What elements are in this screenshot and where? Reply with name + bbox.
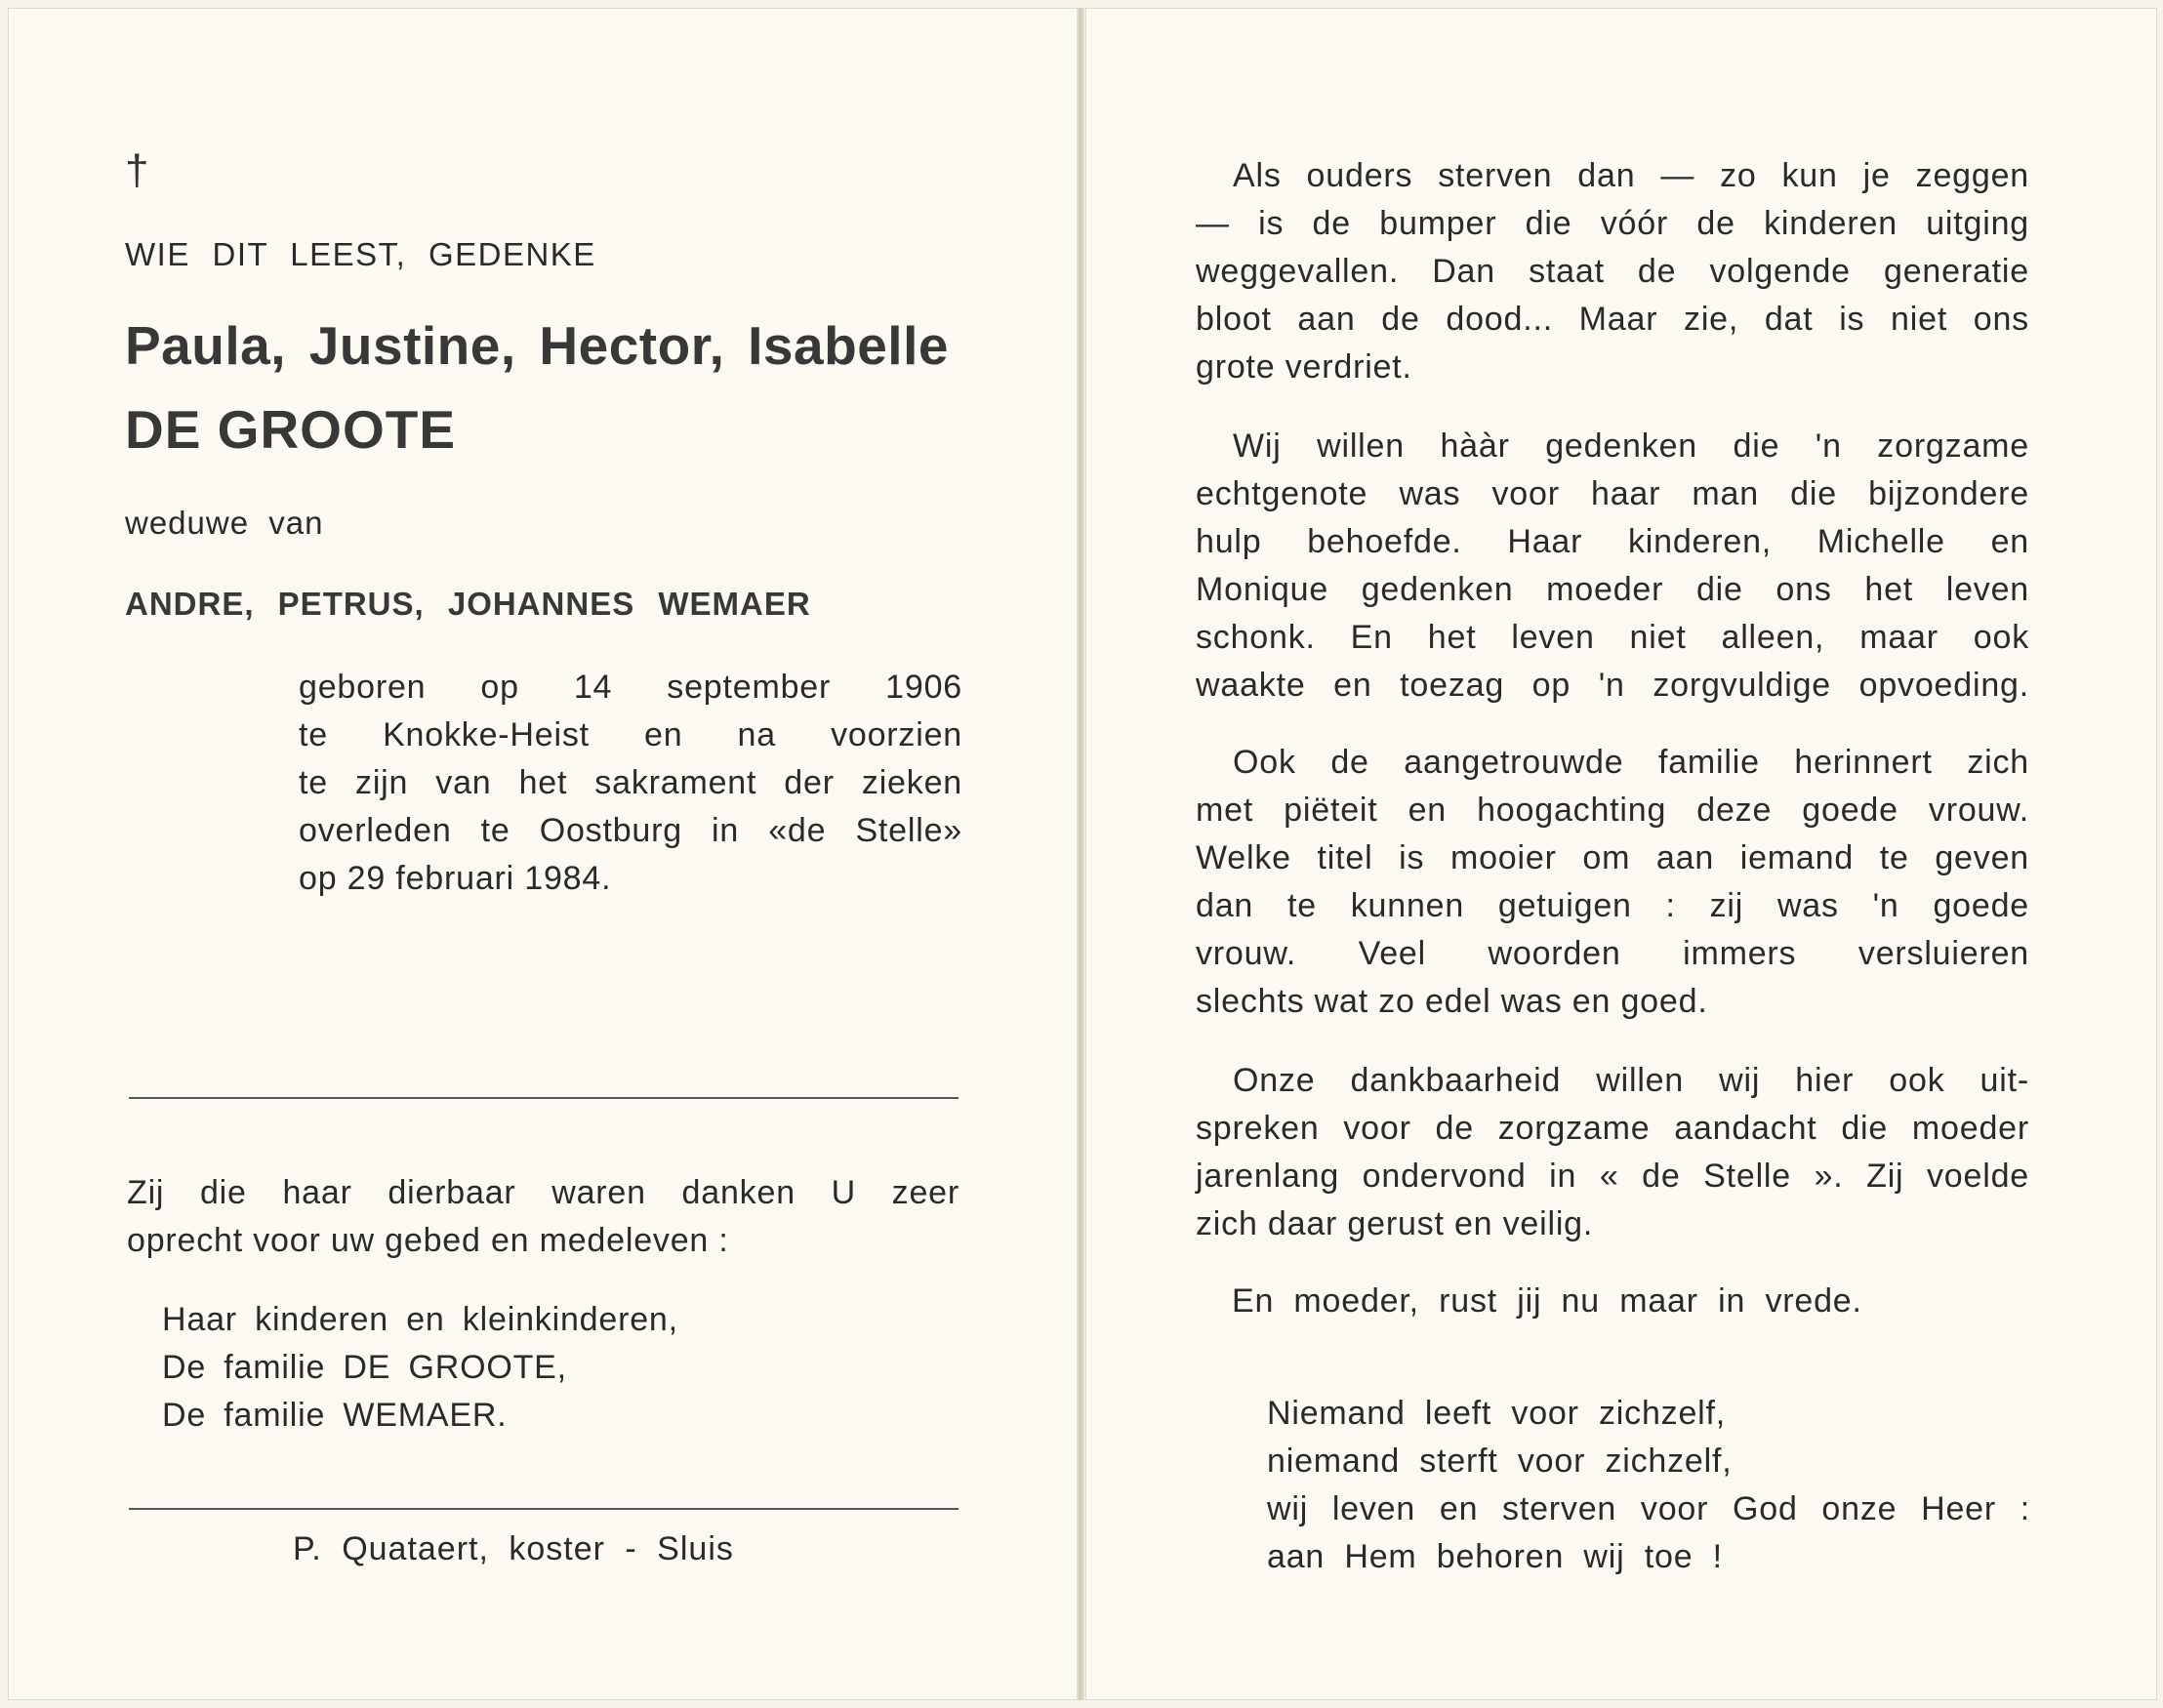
cross-symbol: †: [125, 146, 149, 194]
text-line: Welke titel is mooier om aan iemand te geven: [1196, 839, 2029, 876]
birth-line: te Knokke-Heist en na voorzien: [299, 716, 962, 753]
memorial-header: WIE DIT LEEST, GEDENKE: [125, 236, 596, 272]
paragraph-2: [1196, 423, 2029, 710]
birth-line: op 29 februari 1984.: [299, 860, 612, 897]
divider-line: [129, 1508, 959, 1510]
poem-line: wij leven en sterven voor God onze Heer :: [1267, 1490, 2030, 1527]
widow-of-label: weduwe van: [125, 505, 324, 541]
birth-line: te zijn van het sakrament der zieken: [299, 764, 962, 801]
birth-line: geboren op 14 september 1906: [299, 669, 962, 706]
spouse-name: ANDRE, PETRUS, JOHANNES WEMAER: [125, 586, 811, 622]
family-list: [162, 1296, 943, 1440]
text-line: vrouw. Veel woorden immers versluieren: [1196, 935, 2029, 972]
text-line: grote verdriet.: [1196, 348, 1412, 386]
poem-line: aan Hem behoren wij toe !: [1267, 1538, 1723, 1575]
thanks-line: oprecht voor uw gebed en medeleven :: [127, 1222, 729, 1259]
text-line: weggevallen. Dan staat de volgende generatie: [1196, 253, 2029, 290]
text-line: [1196, 152, 2029, 200]
deceased-given-names: Paula, Justine, Hector, Isabelle: [125, 315, 949, 376]
text-line-content: Wij willen hààr gedenken die 'n zorgzame: [1233, 427, 2029, 465]
birth-line: overleden te Oostburg in «de Stelle»: [299, 812, 962, 849]
thanks-line: Zij die haar dierbaar waren danken U zeer: [127, 1174, 959, 1211]
poem-line: niemand sterft voor zichzelf,: [1267, 1443, 1733, 1480]
paragraph-4: [1196, 1057, 2029, 1248]
text-line: waakte en toezag op 'n zorgvuldige opvoeding.: [1196, 667, 2029, 704]
paragraph-1: [1196, 152, 2029, 391]
text-line: jarenlang ondervond in « de Stelle ». Zij voelde: [1196, 1158, 2029, 1195]
family-line: Haar kinderen en kleinkinderen,: [162, 1301, 678, 1338]
text-line: zich daar gerust en veilig.: [1196, 1205, 1594, 1242]
paragraph-5: En moeder, rust jij nu maar in vrede.: [1232, 1282, 1862, 1320]
text-line: hulp behoefde. Haar kinderen, Michelle en: [1196, 523, 2029, 560]
text-line: schonk. En het leven niet alleen, maar ook: [1196, 619, 2029, 656]
text-line-content: Als ouders sterven dan — zo kun je zeggen: [1233, 157, 2029, 194]
divider-line: [129, 1097, 959, 1099]
text-line-content: Onze dankbaarheid willen wij hier ook uit-: [1233, 1062, 2029, 1099]
text-line-content: Ook de aangetrouwde familie herinnert zich: [1233, 744, 2029, 781]
birth-death-details: [299, 664, 962, 903]
text-line: [1196, 739, 2029, 787]
text-line: [1196, 423, 2029, 470]
text-line: bloot aan de dood... Maar zie, dat is niet ons: [1196, 301, 2029, 338]
text-line: [1196, 1057, 2029, 1105]
text-line: met piëteit en hoogachting deze goede vrouw.: [1196, 792, 2029, 829]
family-line: De familie DE GROOTE,: [162, 1349, 567, 1386]
family-line: De familie WEMAER.: [162, 1397, 508, 1434]
poem-line: Niemand leeft voor zichzelf,: [1267, 1395, 1727, 1432]
text-line: dan te kunnen getuigen : zij was 'n goede: [1196, 887, 2029, 924]
thanks-text: [127, 1169, 959, 1265]
text-line: echtgenote was voor haar man die bijzondere: [1196, 475, 2029, 512]
card-fold: [1077, 8, 1084, 1700]
paragraph-3: [1196, 739, 2029, 1026]
printer-credit: P. Quataert, koster - Sluis: [293, 1530, 734, 1567]
text-line: slechts wat zo edel was en goed.: [1196, 983, 1708, 1020]
deceased-surname: DE GROOTE: [125, 399, 457, 460]
text-line: spreken voor de zorgzame aandacht die moeder: [1196, 1110, 2029, 1147]
text-line: Monique gedenken moeder die ons het leven: [1196, 571, 2029, 608]
closing-poem: [1267, 1390, 2030, 1581]
text-line: — is de bumper die vóór de kinderen uitging: [1196, 205, 2029, 242]
